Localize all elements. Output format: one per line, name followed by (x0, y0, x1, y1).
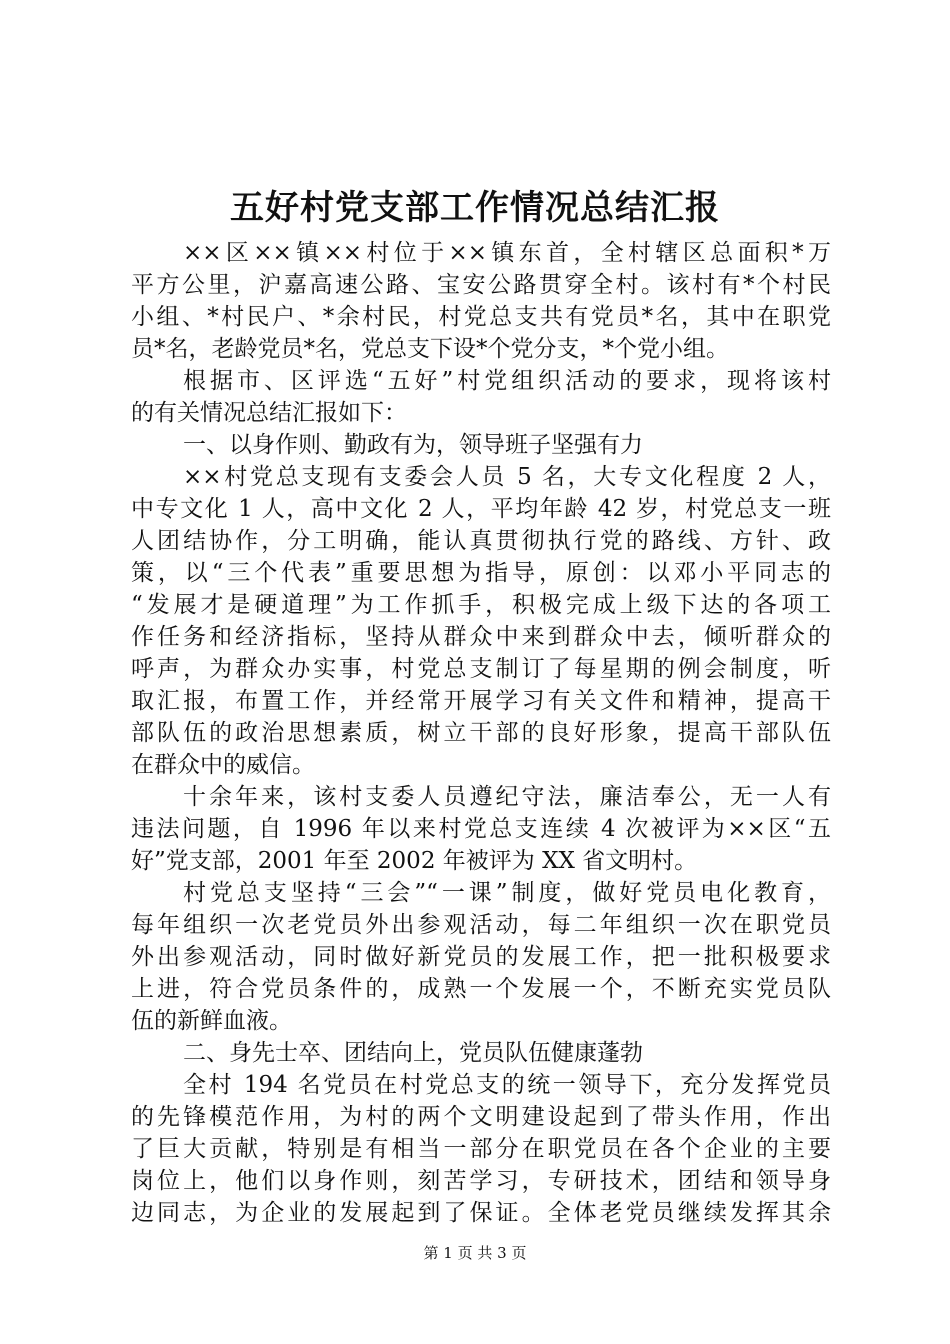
body-line: ××村党总支现有支委会人员 5 名，大专文化程度 2 人， (183, 464, 831, 490)
body-line: 小组、*村民户、*余村民，村党总支共有党员*名，其中在职党 (131, 304, 831, 330)
body-line: “发展才是硬道理”为工作抓手，积极完成上级下达的各项工 (131, 592, 831, 618)
body-line: 村党总支坚持“三会”“一课”制度，做好党员电化教育， (183, 880, 831, 906)
body-line: 了巨大贡献，特别是有相当一部分在职党员在各个企业的主要 (131, 1136, 831, 1162)
body-line: 二、身先士卒、团结向上，党员队伍健康蓬勃 (183, 1040, 643, 1066)
body-line: 外出参观活动，同时做好新党员的发展工作，把一批积极要求 (131, 944, 831, 970)
body-line: 伍的新鲜血液。 (131, 1008, 292, 1034)
body-line: ××区××镇××村位于××镇东首，全村辖区总面积*万 (183, 240, 831, 266)
body-line: 违法问题，自 1996 年以来村党总支连续 4 次被评为××区“五 (131, 816, 831, 842)
body-line: 平方公里，沪嘉高速公路、宝安公路贯穿全村。该村有*个村民 (131, 272, 831, 298)
document-title: 五好村党支部工作情况总结汇报 (230, 188, 720, 228)
page-footer: 第 1 页 共 3 页 (423, 1244, 527, 1262)
body-line: 的有关情况总结汇报如下： (131, 400, 407, 426)
body-line: 作任务和经济指标，坚持从群众中来到群众中去，倾听群众的 (131, 624, 831, 650)
body-line: 一、以身作则、勤政有为，领导班子坚强有力 (183, 432, 643, 458)
body-line: 边同志，为企业的发展起到了保证。全体老党员继续发挥其余 (131, 1200, 831, 1226)
body-line: 呼声，为群众办实事，村党总支制订了每星期的例会制度，听 (131, 656, 831, 682)
body-line: 根据市、区评选“五好”村党组织活动的要求，现将该村 (183, 368, 831, 394)
body-line: 中专文化 1 人，高中文化 2 人，平均年龄 42 岁，村党总支一班 (131, 496, 831, 522)
body-line: 上进，符合党员条件的，成熟一个发展一个，不断充实党员队 (131, 976, 831, 1002)
body-line: 每年组织一次老党员外出参观活动，每二年组织一次在职党员 (131, 912, 831, 938)
body-line: 人团结协作，分工明确，能认真贯彻执行党的路线、方针、政 (131, 528, 831, 554)
body-line: 十余年来，该村支委人员遵纪守法，廉洁奉公，无一人有 (183, 784, 831, 810)
body-line: 好”党支部，2001 年至 2002 年被评为 XX 省文明村。 (131, 848, 698, 874)
document-body (131, 237, 831, 1229)
body-line: 的先锋模范作用，为村的两个文明建设起到了带头作用，作出 (131, 1104, 831, 1130)
body-line: 在群众中的威信。 (131, 752, 315, 778)
body-line: 策，以“三个代表”重要思想为指导，原创：以邓小平同志的 (131, 560, 831, 586)
body-line: 全村 194 名党员在村党总支的统一领导下，充分发挥党员 (183, 1072, 831, 1098)
body-line: 员*名，老龄党员*名，党总支下设*个党分支，*个党小组。 (131, 336, 729, 362)
body-line: 部队伍的政治思想素质，树立干部的良好形象，提高干部队伍 (131, 720, 831, 746)
body-line: 岗位上，他们以身作则，刻苦学习，专研技术，团结和领导身 (131, 1168, 831, 1194)
body-line: 取汇报，布置工作，并经常开展学习有关文件和精神，提高干 (131, 688, 831, 714)
